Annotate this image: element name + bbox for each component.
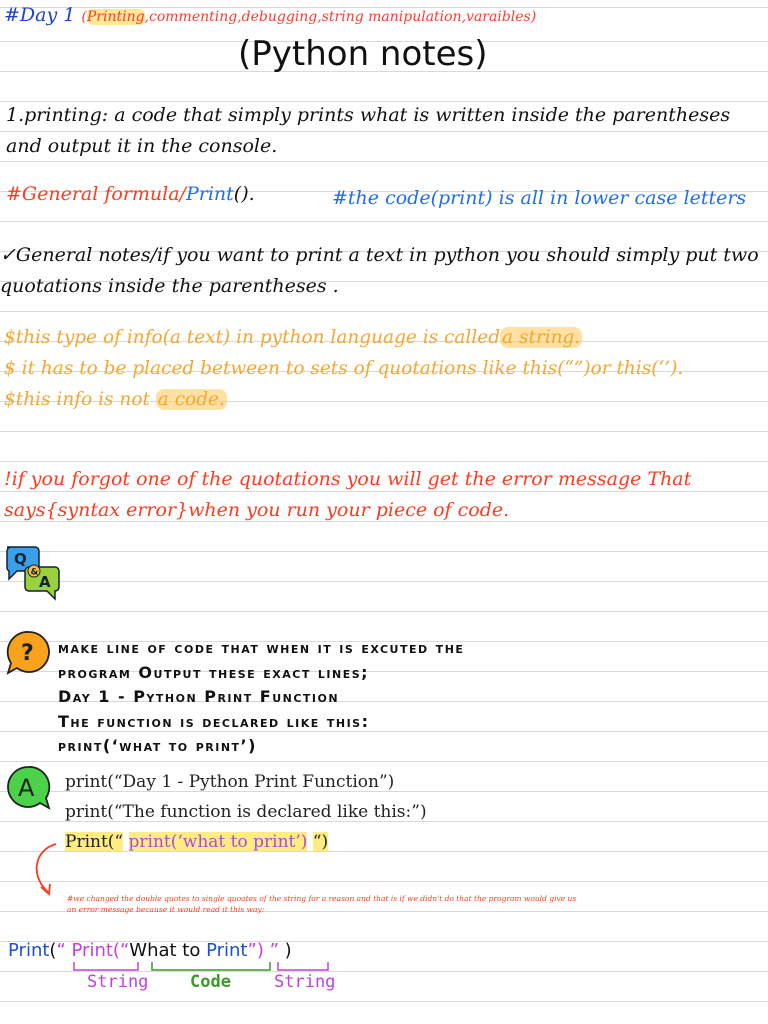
print-keyword: Print bbox=[185, 183, 234, 205]
syntax-error-note: !if you forgot one of the quotations you will get the error message That says{syntax error}when you run your piece of code. bbox=[4, 468, 692, 521]
lowercase-comment: #the code(print) is all in lower case letters bbox=[332, 187, 747, 209]
string-label-2: String bbox=[274, 972, 336, 992]
qa-chat-icon bbox=[3, 543, 63, 601]
curved-arrow-icon bbox=[28, 840, 74, 900]
string-note-2: $ it has to be placed between to sets of quotations like this(“”)or this(‘’). bbox=[4, 358, 684, 379]
svg-text:A: A bbox=[39, 573, 51, 591]
string-note-3: $this info is not a code. bbox=[4, 389, 225, 410]
general-notes: ✓General notes/if you want to print a text in python you should simply put two quotations inside the parentheses . bbox=[0, 244, 759, 297]
question-line: program Output these exact lines; bbox=[58, 662, 370, 682]
string-notes bbox=[4, 322, 764, 415]
answer-icon bbox=[5, 764, 51, 810]
answer-line-2: print(“The function is declared like this:”) bbox=[65, 802, 427, 822]
topics-list: (Printing,commenting,debugging,string manipulation,varaibles) bbox=[81, 9, 537, 25]
topic-highlight: Printing bbox=[86, 9, 145, 25]
question-icon bbox=[6, 629, 52, 675]
question-line: Day 1 - Python Print Function bbox=[58, 687, 340, 706]
svg-text:Q: Q bbox=[14, 550, 27, 568]
string-highlight: a string. bbox=[502, 327, 581, 348]
question-text bbox=[58, 636, 464, 759]
question-line: print(‘what to print’) bbox=[58, 736, 257, 755]
footnote: #we changed the double quotes to single quoates of the string for a reason and that is if we didn't do that the program would give us an error message because it would read it this way: bbox=[67, 894, 577, 914]
code-label: Code bbox=[190, 972, 231, 992]
print-example: Print(“ Print(“What to Print”) ” ) bbox=[8, 940, 292, 961]
code-highlight: a code. bbox=[157, 389, 225, 410]
svg-text:&: & bbox=[30, 567, 39, 578]
question-line: The function is declared like this: bbox=[58, 711, 370, 731]
general-formula: #General formula/Print(). bbox=[6, 183, 255, 205]
day-heading bbox=[4, 4, 536, 26]
day-label: #Day 1 bbox=[4, 4, 76, 26]
answer-line-3: Print(“ print(‘what to print’) “) bbox=[65, 832, 329, 852]
answer-line-1: print(“Day 1 - Python Print Function”) bbox=[65, 772, 395, 792]
answer-code bbox=[65, 767, 427, 857]
svg-text:A: A bbox=[18, 774, 35, 802]
question-line: make line of code that when it is excuted the bbox=[58, 638, 465, 657]
string-label-1: String bbox=[87, 972, 149, 992]
page-title: (Python notes) bbox=[238, 34, 488, 74]
svg-text:?: ? bbox=[21, 641, 34, 666]
string-note-1: $this type of info(a text) in python language is called a string. bbox=[4, 327, 581, 348]
printing-definition: 1.printing: a code that simply prints what is written inside the parentheses and output it in the console. bbox=[6, 104, 731, 157]
